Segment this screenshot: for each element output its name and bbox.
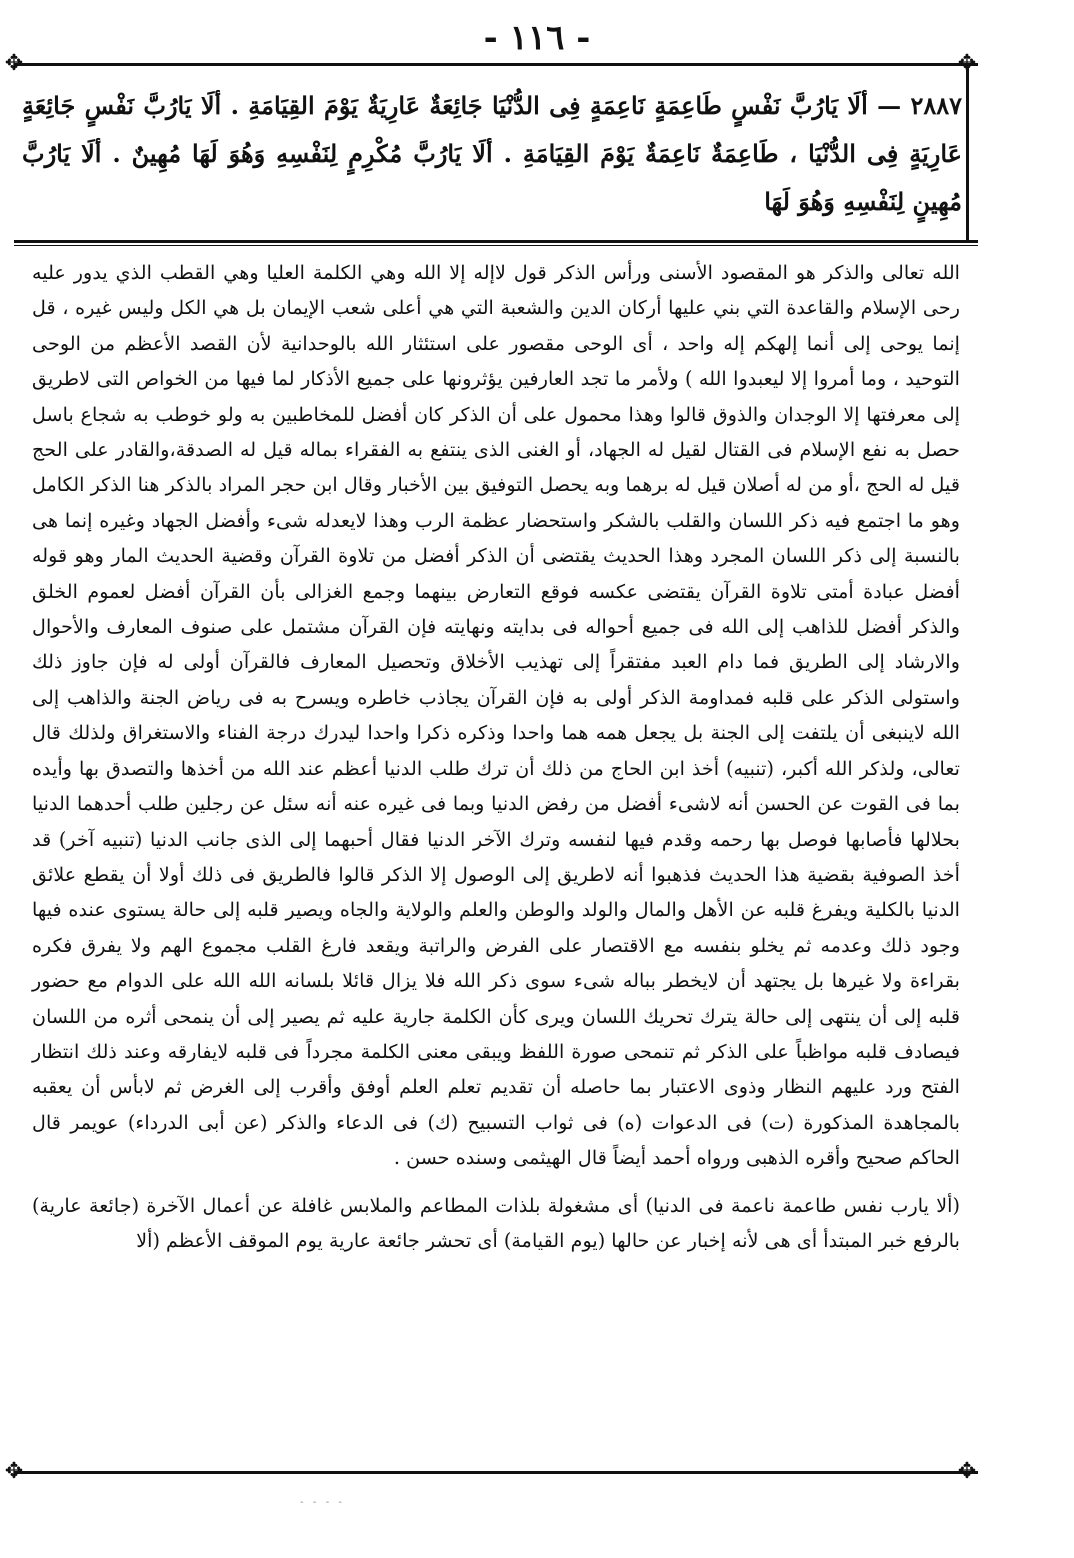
top-rule bbox=[14, 63, 978, 66]
right-frame-border bbox=[966, 63, 969, 241]
page-number: - ١١٦ - bbox=[483, 18, 591, 58]
hadith-separator-rule bbox=[14, 240, 978, 243]
corner-ornament-icon: ✥ bbox=[4, 1459, 24, 1484]
corner-ornament-icon: ✥ bbox=[957, 1459, 977, 1484]
commentary-paragraph: (ألا يارب نفس طاعمة ناعمة فى الدنيا) أى مشغولة بلذات المطاعم والملابس غافلة عن أعمال الآخرة (جائعة عارية) بالرفع خبر المبتدأ أى هى لأنه إخبار عن حالها (يوم القيامة) أى تحشر جائعة عارية يوم الموقف الأعظم (ألا bbox=[32, 1193, 960, 1252]
commentary-paragraph: الله تعالى والذكر هو المقصود الأسنى ورأس الذكر قول لاإله إلا الله وهي الكلمة العليا وهي القطب الذي يدور عليه رحى الإسلام والقاعدة التي بني عليها أركان الدين والشعبة التي هي أعلى شعب الإيمان بل هي الكل وليس غيره ، قل إنما يوحى إلى أنما إلهكم إله واحد ، أى الوحى مقصور على استئثار الله بالوحدانية لأن القصد الأعظم من الوحى التوحيد ، وما أمروا إلا ليعبدوا الله ) ولأمر ما تجد العارفين يؤثرونها على جميع الأذكار لما فيها من الخواص التى لاطريق إلى معرفتها إلا الوجدان والذوق قالوا وهذا محمول على أن الذكر كان أفضل للمخاطبين به ولو خوطب به شجاع باسل حصل به نفع الإسلام فى القتال لقيل له الجهاد، أو الغنى الذى ينتفع به الفقراء بماله قيل له الصدقة،والقادر على الحج قيل له الحج ،أو من له أصلان قيل له برهما وبه يحصل التوفيق بين الأخبار وقال ابن حجر المراد بالذكر هنا الذكر الكامل وهو ما اجتمع فيه ذكر اللسان والقلب بالشكر واستحضار عظمة الرب وهذا لايعدله شىء وأفضل الجهاد وغيره إنما هى بالنسبة إلى ذكر اللسان المجرد وهذا الحديث يقتضى أن الذكر أفضل من تلاوة القرآن وقضية الحديث المار وهو قوله أفضل عبادة أمتى تلاوة القرآن يقتضى عكسه فوقع التعارض بينهما وجمع الغزالى بأن القرآن أفضل لعموم الخلق والذكر أفضل للذاهب إلى الله فى جميع أحواله فى بدايته ونهايته فإن القرآن مشتمل على صنوف المعارف والأحوال والارشاد إلى الطريق فما دام العبد مفتقراً إلى تهذيب الأخلاق وتحصيل المعارف فالقرآن أولى له فإن جاوز ذلك واستولى الذكر على قلبه فمداومة الذكر أولى به فإن القرآن يجاذب خاطره ويسرح به فى رياض الجنة والذاهب إلى الله لاينبغى أن يلتفت إلى الجنة بل يجعل همه هما واحدا وذكره ذكرا واحدا ليدرك درجة الفناء والاستغراق ولذلك قال تعالى، ولذكر الله أكبر، (تنبيه) أخذ ابن الحاج من ذلك أن ترك طلب الدنيا أعظم عند الله من أخذها والتصدق بها وأيده بما فى القوت عن الحسن أنه لاشىء أفضل من رفض الدنيا وبما فى غيره عنه أنه سئل عن رجلين طلب أحدهما الدنيا بحلالها فأصابها فوصل بها رحمه وقدم فيها لنفسه وترك الآخر الدنيا فقال أحبهما إلى الذى جانب الدنيا (تنبيه آخر) قد أخذ الصوفية بقضية هذا الحديث فذهبوا أنه لاطريق إلى الوصول إلا الذكر قالوا فالطريق فى ذلك أولا أن يقطع علائق الدنيا بالكلية ويفرغ قلبه عن الأهل والمال والولد والوطن والعلم والولاية والجاه ويصير قلبه إلى حالة يستوى عنده فيها وجود ذلك وعدمه ثم يخلو بنفسه مع الاقتصار على الفرض والراتبة ويقعد فارغ القلب مجموع الهم ولا يفرق فكره بقراءة ولا غيرها بل يجتهد أن لايخطر بباله شىء سوى ذكر الله فلا يزال قائلا بلسانه الله الله على الدوام مع حضور قلبه إلى أن ينتهى إلى حالة يترك تحريك اللسان ويرى كأن الكلمة جارية عليه ثم يصير إلى أن ينمحى أثره من اللسان فيصادف قلبه مواظباً على الذكر ثم تنمحى صورة اللفظ ويبقى معنى الكلمة مجرداً فى قلبه لايفارقه وعند ذلك انتظار الفتح ورد عليهم النظار وذوى الاعتبار بما حاصله أن تقديم تعلم العلم أوفق وأقرب إلى الغرض ثم لابأس أن يعقبه بالمجاهدة المذكورة (ت) فى الدعوات (ه) فى ثواب التسبيح (ك) فى الدعاء والذكر (عن أبى الدرداء) عويمر قال الحاكم صحيح وأقره الذهبى ورواه أحمد أيضاً قال الهيثمى وسنده حسن . bbox=[32, 261, 961, 1170]
corner-ornament-icon: ✥ bbox=[4, 51, 24, 76]
hadith-separator-thin-rule bbox=[14, 245, 978, 246]
bottom-rule bbox=[14, 1471, 978, 1474]
commentary-block bbox=[32, 255, 960, 1258]
hadith-text-block bbox=[22, 82, 962, 226]
hadith-body: — ألَا يَارُبَّ نَفْسٍ طَاعِمَةٍ نَاعِمَةٍ فِى الدُّنْيَا جَائِعَةٌ عَارِيَةٌ يَوْمَ القِيَامَةِ . ألَا يَارُبَّ نَفْسٍ جَائِعَةٍ عَارِيَةٍ فِى الدُّنْيَا ، طَاعِمَةٌ نَاعِمَةٌ يَوْمَ القِيَامَةِ . ألَا يَارُبَّ مُكْرِمٍ لِنَفْسِهِ وَهُوَ لَهَا مُهِينٌ . ألَا يَارُبَّ مُهِينٍ لِنَفْسِهِ وَهُوَ لَهَا bbox=[22, 91, 962, 216]
corner-ornament-icon: ✥ bbox=[957, 51, 977, 76]
hadith-number: ٢٨٨٧ bbox=[910, 91, 962, 120]
footer-mark: - - - - bbox=[300, 1497, 345, 1508]
